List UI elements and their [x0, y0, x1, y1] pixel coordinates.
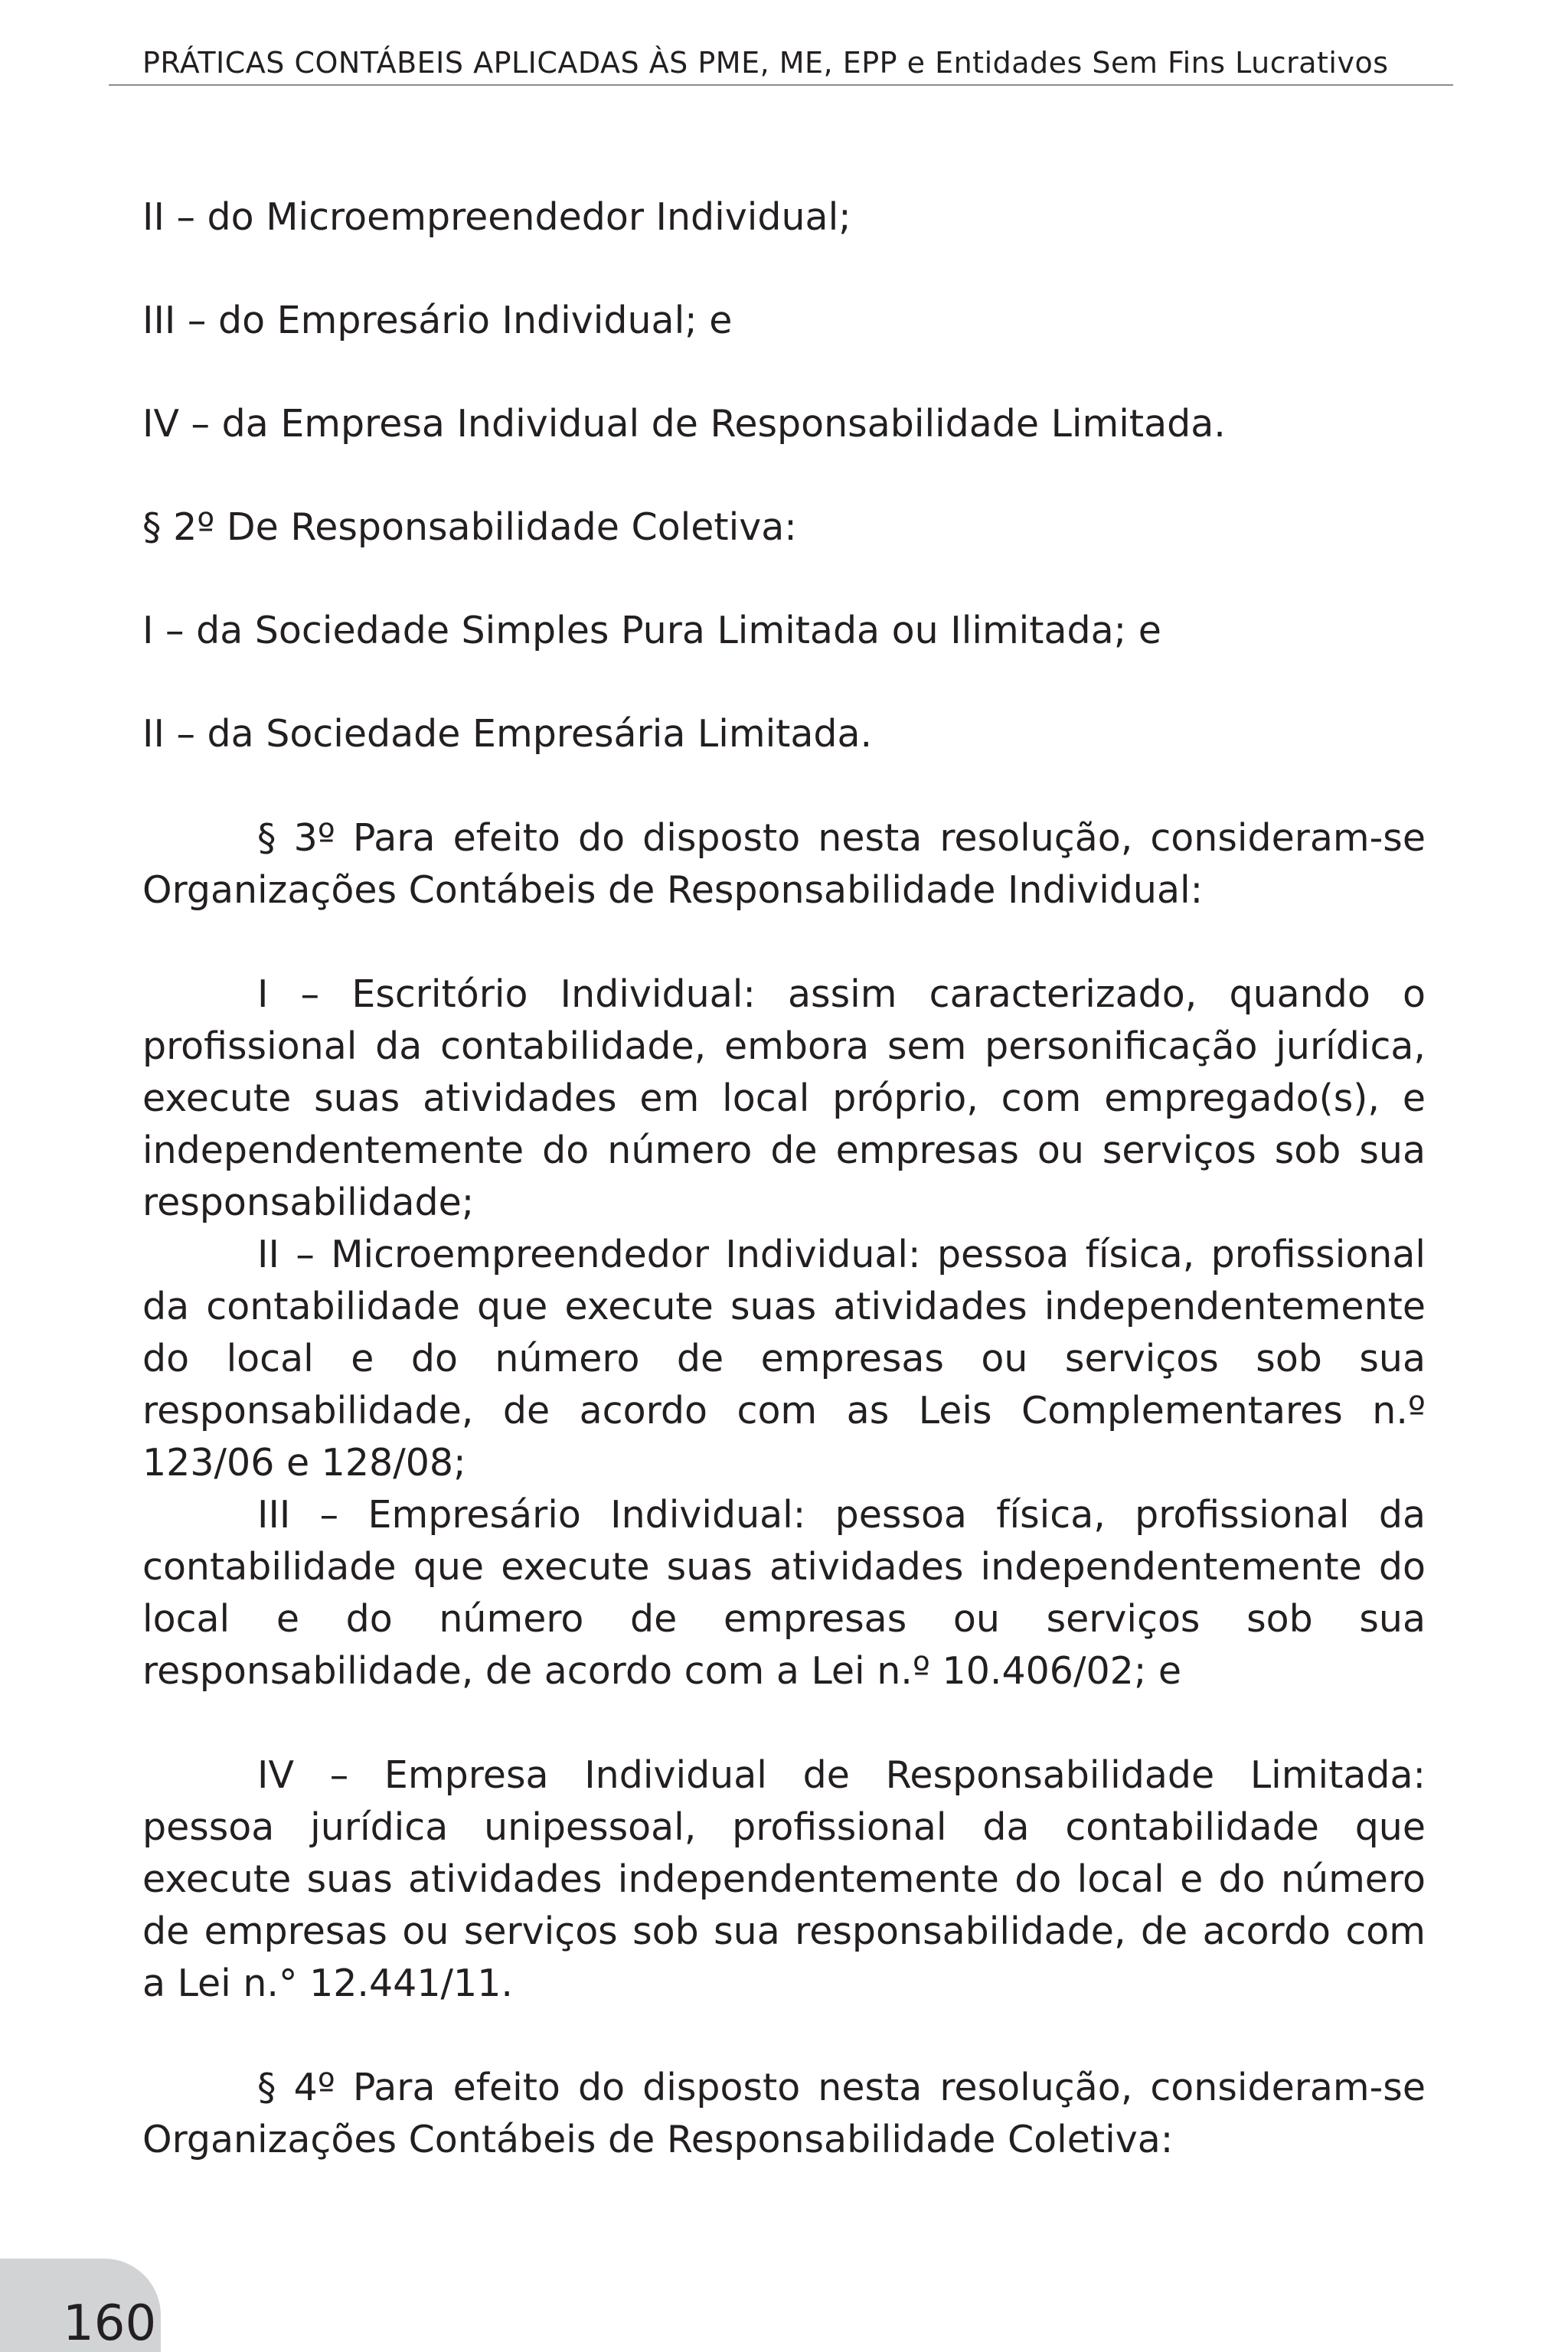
header-rule: [109, 84, 1453, 86]
running-header: PRÁTICAS CONTÁBEIS APLICADAS ÀS PME, ME, EPP e Entidades Sem Fins Lucrativos: [142, 46, 1389, 80]
list-item: IV – da Empresa Individual de Responsabilidade Limitada.: [142, 402, 1226, 446]
definition-item: II – Microempreendedor Individual: pessoa física, profissional da contabilidade que execute suas atividades independentemente do local e do número de empresas ou serviços sob sua responsabilidade, de acordo com as Leis Complementares n.º 123/06 e 128/08;: [142, 1233, 1426, 1485]
list-item: II – da Sociedade Empresária Limitada.: [142, 712, 873, 756]
definition-item: I – Escritório Individual: assim caracterizado, quando o profissional da contabilidade, embora sem personificação jurídica, execute suas atividades em local próprio, com empregado(s), e independentemente do número de empresas ou serviços sob sua responsabilidade;: [142, 972, 1426, 1224]
paragraph: § 3º Para efeito do disposto nesta resolução, consideram-se Organizações Contábeis de Responsabilidade Individual:: [142, 816, 1426, 912]
list-item: II – do Microempreendedor Individual;: [142, 195, 851, 239]
paragraph: § 4º Para efeito do disposto nesta resolução, consideram-se Organizações Contábeis de Responsabilidade Coletiva:: [142, 2066, 1426, 2161]
page-number: 160: [63, 2295, 157, 2352]
list-item: I – da Sociedade Simples Pura Limitada ou Ilimitada; e: [142, 609, 1161, 652]
body-text: [142, 191, 1426, 2166]
definition-item: III – Empresário Individual: pessoa física, profissional da contabilidade que execute suas atividades independentemente do local e do número de empresas ou serviços sob sua responsabilidade, de acordo com a Lei n.º 10.406/02; e: [142, 1493, 1426, 1693]
definition-item: IV – Empresa Individual de Responsabilidade Limitada: pessoa jurídica unipessoal, profissional da contabilidade que execute suas atividades independentemente do local e do número de empresas ou serviços sob sua responsabilidade, de acordo com a Lei n.° 12.441/11.: [142, 1753, 1426, 2005]
list-item: III – do Empresário Individual; e: [142, 299, 733, 342]
section-heading: § 2º De Responsabilidade Coletiva:: [142, 505, 797, 549]
